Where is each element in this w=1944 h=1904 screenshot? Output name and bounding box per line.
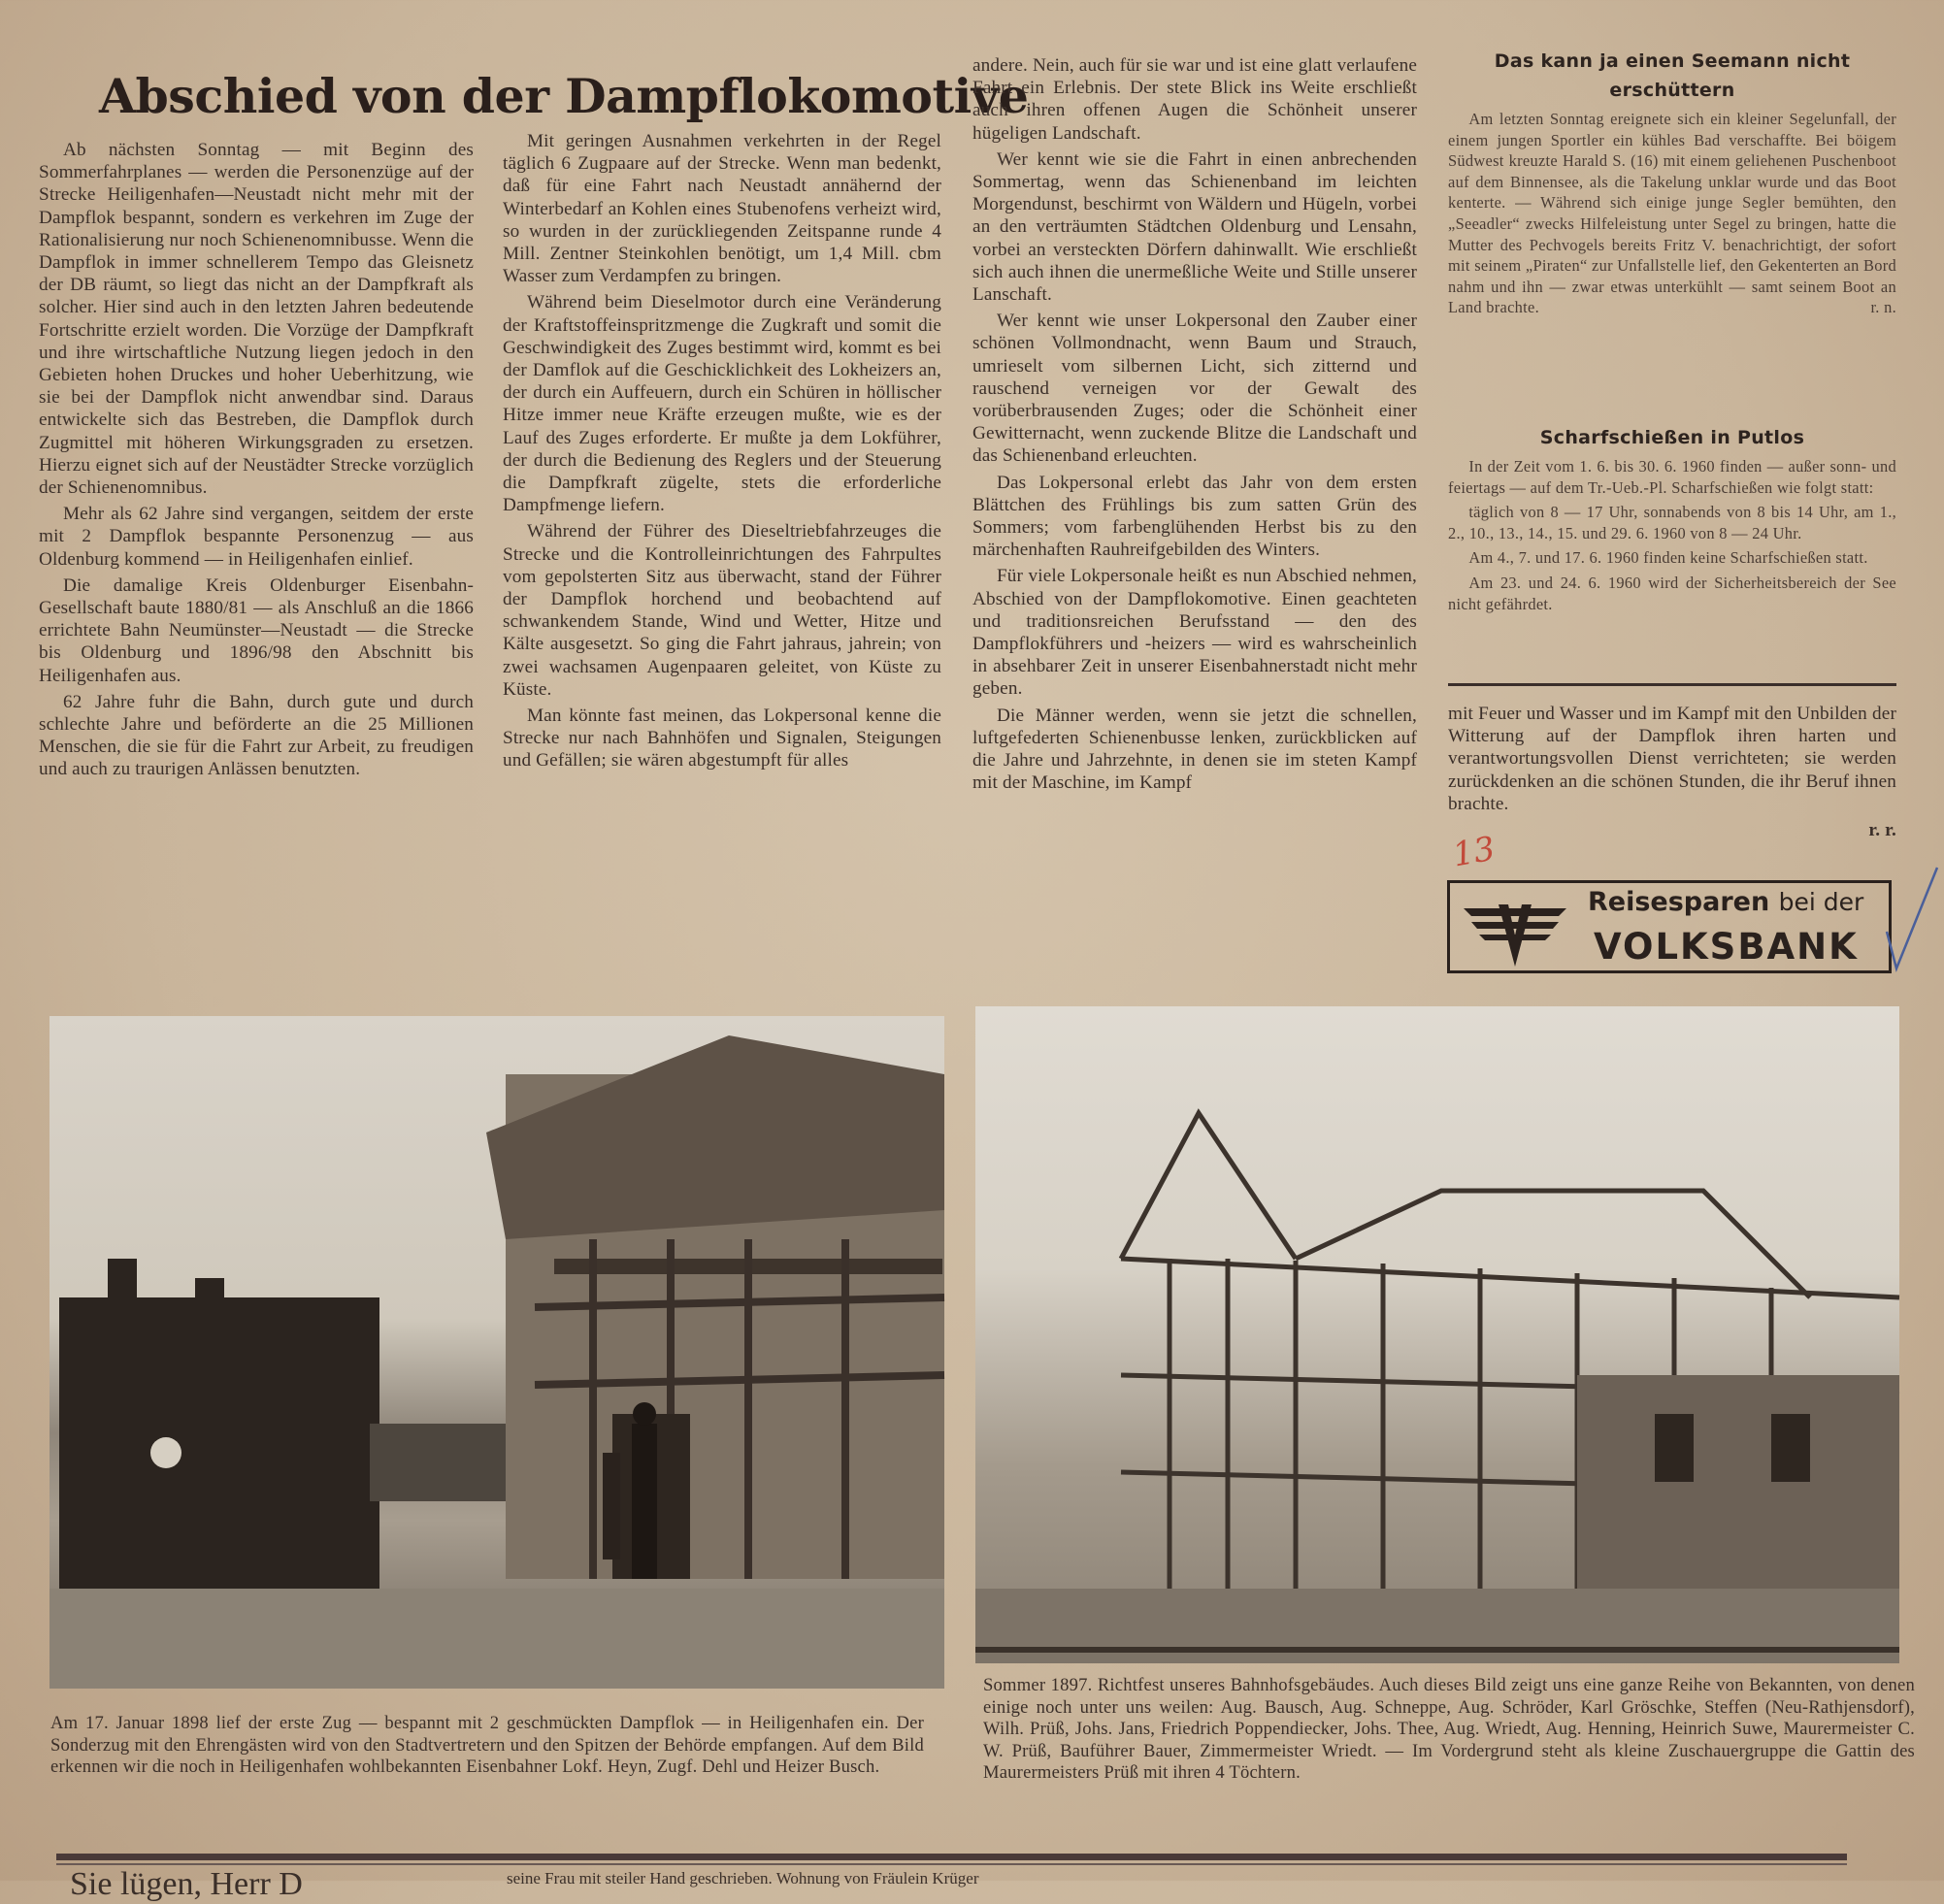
paragraph: Die damalige Kreis Oldenburger Eisenbahn-Gesellschaft baute 1880/81 — als Anschluß an die 1866 errichtete Bahn Neumünster—Neustadt — die Strecke bis Oldenburg und 1896/98 den Abschnitt bis Heiligenhafen aus. [39, 574, 474, 686]
bottom-rule-thin [56, 1863, 1847, 1865]
paragraph: Mehr als 62 Jahre sind vergangen, seitdem der erste mit 2 Dampflok bespannte Personenzug — aus Oldenburg kommend — in Heiligenhafen einlief. [39, 504, 474, 570]
putlos-title: Scharfschießen in Putlos [1539, 427, 1805, 448]
paragraph: Das Lokpersonal erlebt das Jahr von dem ersten Blättchen des Frühlings bis zum satten Grün des Sommers; vom farbenglühenden Herbst bis zu den märchenhaften Rauhreifgebilden des Winters. [972, 472, 1417, 561]
ad-line1b: bei der [1778, 888, 1864, 916]
volksbank-logo-icon [1462, 891, 1568, 968]
ad-line1: Reisesparen [1588, 887, 1770, 917]
paragraph: In der Zeit vom 1. 6. bis 30. 6. 1960 finden — außer sonn- und feiertags — auf dem Tr.-Ueb.-Pl. Scharfschießen wie folgt statt: [1448, 457, 1896, 497]
seemann-notice [1448, 47, 1896, 322]
handwritten-mark: 13 [1449, 829, 1499, 875]
paragraph: Für viele Lokpersonale heißt es nun Abschied nehmen, Abschied von der Dampflokomotive. Einen geachteten und traditionsreichen Berufsstand — den des Dampflokführers und -heizers — wird es wahrscheinlich in absehbarer Zeit in unserer Eisenbahnerstadt nicht mehr geben. [972, 566, 1417, 700]
article-column-3 [972, 54, 1417, 799]
paragraph: Wer kennt wie sie die Fahrt in einen anbrechenden Sommertag, wenn das Schienenband im leichten Morgendunst, beschirmt von Wäldern und Hügeln, vorbei an den verträumten Städtchen Oldenburg und Lensahn, vorbei an versteckten Dörfern dahinwallt. Wie erschließt sich auch ihnen die unermeßliche Weite und Stille unserer Lanschaft. [972, 148, 1417, 306]
photo-caption-1: Am 17. Januar 1898 lief der erste Zug — bespannt mit 2 geschmückten Dampflok — in Heiligenhafen ein. Der Sonderzug mit den Ehrengästen wird von den Stadtvertretern und den Spitzen der Behörde empfangen. Auf dem Bild erkennen wir die noch in Heiligenhafen wohlbekannten Eisenbahner Lokf. Heyn, Zugf. Dehl und Heizer Busch. [50, 1713, 924, 1777]
paragraph: 62 Jahre fuhr die Bahn, durch gute und durch schlechte Jahre und beförderte an die 25 Millionen Menschen, die sie für die Fahrt zur Arbeit, zu freudigen und auch zu traurigen Anlässen benutzten. [39, 691, 474, 780]
article-title: Abschied von der Dampflokomotive [99, 68, 1029, 124]
bottom-cut-text: seine Frau mit steiler Hand geschrieben. Wohnung von Fräulein Krüger [507, 1869, 979, 1888]
bottom-cut-headline: Sie lügen, Herr D [70, 1866, 303, 1902]
paragraph: Während der Führer des Dieseltriebfahrzeuges die Strecke und die Kontrolleinrichtungen des Fahrpultes vom gepolsterten Sitz aus überwacht, stand der Führer der Dampflok horchend und beobachtend auf schwankendem Stande, Wind und Wetter, Hitze und Kälte ausgesetzt. So ging die Fahrt jahraus, jahrein; von zwei wachsamen Augenpaaren geleitet, von Küste zu Küste. [503, 521, 941, 700]
paragraph: täglich von 8 — 17 Uhr, sonnabends von 8 bis 14 Uhr, am 1., 2., 10., 13., 14., 15. und 29. 6. 1960 von 8 — 24 Uhr. [1448, 503, 1896, 542]
paragraph: Am 4., 7. und 17. 6. 1960 finden keine Scharfschießen statt. [1468, 548, 1868, 568]
photo-caption-2: Sommer 1897. Richtfest unseres Bahnhofsgebäudes. Auch dieses Bild zeigt uns eine ganze Reihe von Bekannten, von denen einige noch unter uns weilen: Aug. Bausch, Aug. Schneppe, Aug. Schröder, Karl Gröschke, Steffen (Neu-Rathjensdorf), Wilh. Prüß, Johs. Jans, Friedrich Poppendiecker, Johs. Thee, Aug. Wriedt, Aug. Henning, Heinrich Suwe, Maurermeister C. W. Prüß, Bauführer Bauer, Zimmermeister Wriedt. — Im Vordergrund steht als kleine Zuschauergruppe die Gattin des Maurermeisters Prüß mit ihren 4 Töchtern. [983, 1675, 1915, 1783]
photo-train-illustration [49, 1016, 944, 1689]
putlos-notice [1448, 423, 1896, 618]
article-continuation [1448, 703, 1896, 841]
paragraph: Die Männer werden, wenn sie jetzt die schnellen, luftgefederten Schienenbusse lenken, zurückblicken auf die Jahre und Jahrzehnte, in denen sie im steten Kampf mit der Maschine, im Kampf [972, 705, 1417, 794]
article-column-1 [39, 139, 474, 785]
paragraph: Mit geringen Ausnahmen verkehrten in der Regel täglich 6 Zugpaare auf der Strecke. Wenn man bedenkt, daß für eine Fahrt nach Neustadt annähernd der Winterbedarf an Kohlen eines Stubenofens verheizt wird, so wurden in der zurückliegenden Zeitspanne runde 4 Mill. Zentner Steinkohlen benötigt, um 1,4 Mill. cbm Wasser zum Verdampfen zu bringen. [503, 131, 941, 287]
photo-station-construction [975, 1006, 1899, 1663]
paragraph: Während beim Dieselmotor durch eine Veränderung der Kraftstoffeinspritzmenge die Zugkraft und somit die Geschwindigkeit des Zuges bestimmt wird, kommt es bei der Damflok auf die Geschicklichkeit des Lokheizers an, der durch ein Auffeuern, durch ein Schüren in höllischer Hitze immer neue Kräfte erzeugen mußte, wie es der Lauf des Zuges erforderte. Er mußte ja dem Lokführer, der durch die Bedienung des Reglers und der Steuerung die Dampfkraft zügelte, stets die erforderliche Dampfmenge liefern. [503, 292, 941, 516]
paragraph: mit Feuer und Wasser und im Kampf mit den Unbilden der Witterung auf der Dampflok ihren harten und verantwortungsvollen Dienst verrichteten; sie werden zurückdenken an die schönen Stunden, die ihr Beruf ihnen brachte. [1448, 704, 1896, 814]
seemann-signature: r. n. [1870, 298, 1896, 317]
seemann-text: Am letzten Sonntag ereignete sich ein kleiner Segelunfall, der einem jungen Sportler ein kühles Bad verschaffte. Bei böigem Südwest kreuzte Harald S. (16) mit einem geliehenen Puschenboot auf dem Binnensee, als die Takelung unklar wurde und das Boot kenterte. — Während sich einige junge Segler bemühten, den „Seeadler“ zwecks Hilfeleistung unter Segel zu bringen, hatte die Mutter des Pechvogels bereits Fritz V. benachrichtigt, der sofort mit seinem „Piraten“ zur Unfallstelle lief, den Gekenterten an Bord nahm und ihn — zwar etwas unterkühlt — samt seinem Boot an Land brachte. [1448, 110, 1896, 317]
paragraph: Am 23. und 24. 6. 1960 wird der Sicherheitsbereich der See nicht gefährdet. [1448, 573, 1896, 613]
column-divider [1448, 683, 1896, 686]
article-signature: r. r. [1868, 820, 1896, 841]
checkmark-icon [1883, 864, 1941, 980]
seemann-body [1448, 109, 1896, 318]
paragraph: andere. Nein, auch für sie war und ist eine glatt verlaufene Fahrt ein Erlebnis. Der stete Blick ins Weite erschließt auch ihren offenen Augen die Schönheit unserer hügeligen Landschaft. [972, 55, 1417, 144]
seemann-title: Das kann ja einen Seemann nicht erschüttern [1494, 50, 1851, 101]
ad-brand: VOLKSBANK [1594, 926, 1859, 968]
ad-headline [1588, 887, 1863, 917]
volksbank-ad [1447, 880, 1892, 973]
paragraph: Wer kennt wie unser Lokpersonal den Zauber einer schönen Vollmondnacht, wenn Baum und Strauch, umrieselt vom silbernen Licht, sich zitternd und rauschend verneigen vor der Gewalt des vorüberbrausenden Zuges; oder die Schönheit einer Gewitternacht, wenn zuckende Blitze die Landschaft und das Schienenband erleuchten. [972, 311, 1417, 467]
paragraph: Ab nächsten Sonntag — mit Beginn des Sommerfahrplanes — werden die Personenzüge auf der Strecke Heiligenhafen—Neustadt nicht mehr mit der Dampflok bespannt, sondern es verkehren im Zuge der Rationalisierung nur noch Schienenomnibusse. Wenn die Dampflok in immer schnellerem Tempo das Gleisnetz der DB räumt, so liegt das nicht an der Dampfkraft als solcher. Hier sind auch in den letzten Jahren bedeutende Fortschritte erzielt worden. Die Vorzüge der Dampfkraft und ihre wirtschaftliche Nutzung liegen jedoch in den Gebieten hohen Druckes und hoher Ueberhitzung, wie sie bei der Dampflok nicht anwendbar sind. Daraus entwickelte sich das Bestreben, die Dampflok durch Zugmittel mit höheren Wirkungsgraden zu ersetzen. Hierzu eignet sich auf der Neustädter Strecke vorzüglich der Schienenomnibus. [39, 140, 474, 499]
bottom-rule [56, 1854, 1847, 1860]
photo-construction-illustration [975, 1006, 1899, 1663]
article-column-2 [503, 130, 941, 776]
paragraph: Man könnte fast meinen, das Lokpersonal kenne die Strecke nur nach Bahnhöfen und Signalen, Steigungen und Gefällen; sie wären abgestumpft für alles [503, 706, 941, 771]
photo-train-arrival [49, 1016, 944, 1689]
